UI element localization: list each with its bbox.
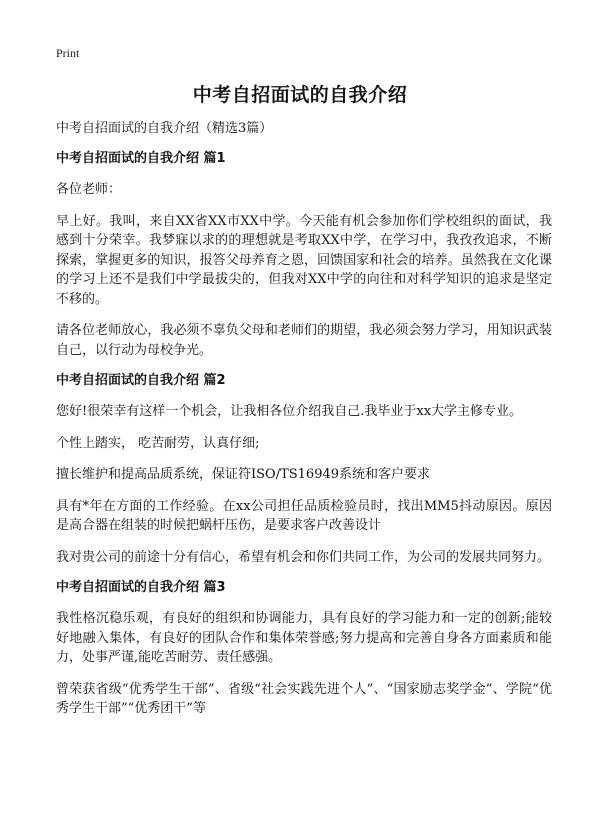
- section-heading: 中考自招面试的自我介绍 篇2: [56, 373, 226, 388]
- section-2: [56, 372, 552, 567]
- paragraph: 我性格沉稳乐观，有良好的组织和协调能力，具有良好的学习能力和一定的创新;能较好地融入集体，有良好的团队合作和集体荣誉感;努力提高和完善自身各方面素质和能力，处事严谨,能吃苦耐劳、责任感强。: [56, 611, 552, 665]
- page-title: 中考自招面试的自我介绍: [192, 84, 408, 106]
- document-subtitle: 中考自招面试的自我介绍（精选3篇）: [56, 121, 273, 136]
- paragraph: 曾荣获省级“优秀学生干部”、省级“社会实践先进个人”、“国家励志奖学金”、学院“优秀学生干部”“优秀团干”等: [56, 681, 552, 716]
- paragraph: 请各位老师放心，我必须不辜负父母和老师们的期望，我必须会努力学习，用知识武装自己，以行动为母校争光。: [56, 323, 552, 358]
- paragraph: 具有*年在方面的工作经验。在xx公司担任品质检验员时，找出MM5抖动原因。原因是高合器在组装的时候把蜗杆压伤，是要求客户改善设计: [56, 498, 552, 533]
- print-label: Print: [56, 46, 80, 60]
- section-1: [56, 150, 552, 360]
- paragraph: 我对贵公司的前途十分有信心，希望有机会和你们共同工作，为公司的发展共同努力。: [56, 549, 551, 565]
- section-3: [56, 579, 552, 719]
- document-body: [56, 120, 552, 731]
- section-heading: 中考自招面试的自我介绍 篇3: [56, 580, 226, 595]
- section-heading: 中考自招面试的自我介绍 篇1: [56, 151, 226, 166]
- paragraph: 早上好。我叫，来自XX省XX市XX中学。今天能有机会参加你们学校组织的面试，我感到十分荣幸。我梦寐以求的的理想就是考取XX中学，在学习中，我孜孜追求，不断探索，掌握更多的知识，报答父母养育之恩，回馈国家和社会的培养。虽然我在文化课的学习上还不是我们中学最拔尖的，但我对XX中学的向往和对科学知识的追求是坚定不移的。: [56, 213, 552, 307]
- paragraph: 擅长维护和提高品质系统，保证符ISO/TS16949系统和客户要求: [56, 467, 431, 482]
- paragraph: 您好!很荣幸有这样一个机会，让我相各位介绍我自己.我毕业于xx大学主修专业。: [56, 404, 523, 419]
- paragraph: 个性上踏实， 吃苦耐劳，认真仔细;: [56, 435, 260, 451]
- paragraph: 各位老师：: [56, 182, 122, 197]
